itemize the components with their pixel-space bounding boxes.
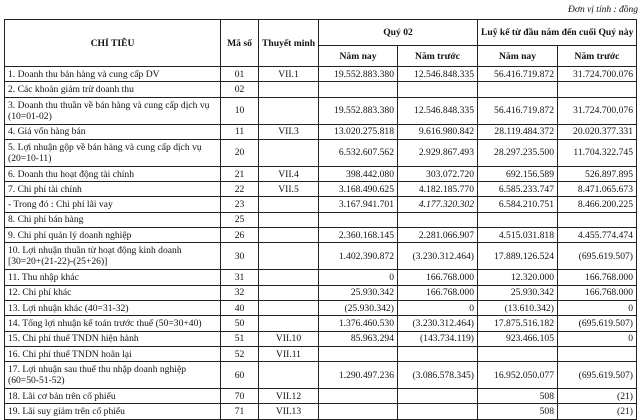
row-quarter-previous: 9.616.980.842: [398, 124, 478, 139]
table-row: [5, 243, 637, 270]
row-label: 15. Chi phí thuế TNDN hiện hành: [5, 331, 221, 346]
table-row: [5, 166, 637, 181]
row-note: [259, 212, 319, 227]
row-quarter-previous: (143.734.119): [398, 331, 478, 346]
table-row: [5, 362, 637, 389]
row-label: 17. Lợi nhuận sau thuế thu nhập doanh nghiệp (60=50-51-52): [5, 362, 221, 389]
header-lk-nam-truoc: Năm trước: [558, 46, 637, 67]
row-code: 10: [221, 97, 259, 124]
row-code: 30: [221, 243, 259, 270]
row-quarter-previous: [398, 82, 478, 97]
row-label: 2. Các khoản giảm trừ doanh thu: [5, 82, 221, 97]
header-lk-nam-nay: Năm nay: [478, 46, 558, 67]
row-accum-current: [478, 212, 558, 227]
row-code: 26: [221, 228, 259, 243]
row-accum-previous: (695.619.507): [558, 316, 637, 331]
row-accum-previous: [558, 212, 637, 227]
row-quarter-previous: 2.929.867.493: [398, 139, 478, 166]
table-row: [5, 212, 637, 227]
row-label: 12. Chi phí khác: [5, 285, 221, 300]
row-quarter-previous: (3.230.312.464): [398, 243, 478, 270]
row-accum-previous: (21): [558, 389, 637, 404]
row-quarter-current: 2.360.168.145: [319, 228, 398, 243]
row-code: 71: [221, 404, 259, 419]
row-accum-current: 17.889.126.524: [478, 243, 558, 270]
row-note: VII.4: [259, 166, 319, 181]
row-quarter-previous: [398, 389, 478, 404]
table-row: [5, 285, 637, 300]
row-note: VII.3: [259, 124, 319, 139]
row-quarter-current: 1.290.497.236: [319, 362, 398, 389]
row-code: 02: [221, 82, 259, 97]
row-code: 32: [221, 285, 259, 300]
row-label: 14. Tổng lợi nhuận kế toán trước thuế (50=30+40): [5, 316, 221, 331]
row-note: [259, 285, 319, 300]
row-accum-current: 508: [478, 389, 558, 404]
table-row: [5, 316, 637, 331]
row-quarter-current: 6.532.607.562: [319, 139, 398, 166]
row-code: 70: [221, 389, 259, 404]
row-accum-current: 12.320.000: [478, 270, 558, 285]
row-note: VII.5: [259, 182, 319, 197]
row-accum-previous: [558, 82, 637, 97]
row-quarter-current: 19.552.883.380: [319, 97, 398, 124]
row-label: 7. Chi phí tài chính: [5, 182, 221, 197]
row-quarter-current: 398.442.080: [319, 166, 398, 181]
row-note: [259, 228, 319, 243]
header-nam-nay: Năm nay: [319, 46, 398, 67]
row-code: 31: [221, 270, 259, 285]
row-accum-previous: (695.619.507): [558, 362, 637, 389]
row-quarter-previous: 166.768.000: [398, 270, 478, 285]
row-note: [259, 197, 319, 212]
table-row: [5, 389, 637, 404]
header-luy-ke: Luỹ kế từ đầu năm đến cuối Quý này: [478, 20, 637, 46]
unit-note: Đơn vị tính : đồng: [568, 5, 638, 15]
table-row: [5, 124, 637, 139]
table-row: [5, 82, 637, 97]
row-label: - Trong đó : Chi phí lãi vay: [5, 197, 221, 212]
row-label: 19. Lãi suy giảm trên cổ phiếu: [5, 404, 221, 419]
row-note: VII.13: [259, 404, 319, 419]
row-note: [259, 139, 319, 166]
row-label: 8. Chi phí bán hàng: [5, 212, 221, 227]
row-note: VII.11: [259, 346, 319, 361]
row-quarter-current: [319, 404, 398, 419]
row-quarter-current: 13.020.275.818: [319, 124, 398, 139]
table-row: [5, 228, 637, 243]
row-accum-current: [478, 346, 558, 361]
row-accum-previous: 0: [558, 300, 637, 315]
row-code: 50: [221, 316, 259, 331]
table-row: [5, 197, 637, 212]
row-code: 51: [221, 331, 259, 346]
row-note: [259, 300, 319, 315]
row-accum-previous: [558, 346, 637, 361]
row-quarter-current: (25.930.342): [319, 300, 398, 315]
row-quarter-current: 19.552.883.380: [319, 67, 398, 82]
row-note: [259, 362, 319, 389]
row-note: [259, 82, 319, 97]
row-quarter-previous: 2.281.066.907: [398, 228, 478, 243]
row-label: 18. Lãi cơ bản trên cổ phiếu: [5, 389, 221, 404]
row-quarter-current: [319, 389, 398, 404]
row-accum-current: [478, 82, 558, 97]
income-statement-table: [4, 19, 637, 420]
row-code: 21: [221, 166, 259, 181]
row-accum-previous: 526.897.895: [558, 166, 637, 181]
row-accum-current: 28.297.235.500: [478, 139, 558, 166]
row-quarter-current: 0: [319, 270, 398, 285]
row-quarter-current: 25.930.342: [319, 285, 398, 300]
row-quarter-previous: 4.177.320.302: [398, 197, 478, 212]
row-quarter-current: 3.167.941.701: [319, 197, 398, 212]
row-accum-current: 17.875.516.182: [478, 316, 558, 331]
row-note: VII.1: [259, 67, 319, 82]
row-accum-current: 56.416.719.872: [478, 67, 558, 82]
row-label: 13. Lợi nhuận khác (40=31-32): [5, 300, 221, 315]
row-quarter-previous: 166.768.000: [398, 285, 478, 300]
row-note: [259, 243, 319, 270]
row-quarter-previous: 12.546.848.335: [398, 67, 478, 82]
row-accum-current: 923.466.105: [478, 331, 558, 346]
table-row: [5, 346, 637, 361]
row-accum-current: 28.119.484.372: [478, 124, 558, 139]
row-code: 01: [221, 67, 259, 82]
row-note: VII.12: [259, 389, 319, 404]
row-quarter-current: [319, 82, 398, 97]
row-label: 5. Lợi nhuận gộp về bán hàng và cung cấp dịch vụ (20=10-11): [5, 139, 221, 166]
row-label: 16. Chi phí thuế TNDN hoãn lại: [5, 346, 221, 361]
table-row: [5, 300, 637, 315]
row-accum-previous: 20.020.377.331: [558, 124, 637, 139]
row-quarter-previous: 4.182.185.770: [398, 182, 478, 197]
row-accum-current: 4.515.031.818: [478, 228, 558, 243]
row-accum-previous: 166.768.000: [558, 270, 637, 285]
table-row: [5, 182, 637, 197]
header-quy: Quý 02: [319, 20, 478, 46]
row-note: [259, 316, 319, 331]
row-quarter-current: [319, 346, 398, 361]
table-row: [5, 67, 637, 82]
row-label: 11. Thu nhập khác: [5, 270, 221, 285]
row-quarter-previous: (3.230.312.464): [398, 316, 478, 331]
row-note: [259, 270, 319, 285]
row-accum-previous: 31.724.700.076: [558, 67, 637, 82]
row-accum-previous: (695.619.507): [558, 243, 637, 270]
row-quarter-previous: [398, 346, 478, 361]
row-accum-current: 508: [478, 404, 558, 419]
row-label: 10. Lợi nhuận thuần từ hoạt động kinh doanh [30=20+(21-22)-(25+26)]: [5, 243, 221, 270]
row-quarter-current: 3.168.490.625: [319, 182, 398, 197]
row-accum-previous: 4.455.774.474: [558, 228, 637, 243]
header-nam-truoc: Năm trước: [398, 46, 478, 67]
row-code: 11: [221, 124, 259, 139]
row-note: [259, 97, 319, 124]
header-ma-so: Mã số: [221, 20, 259, 67]
row-code: 23: [221, 197, 259, 212]
row-quarter-current: 1.402.390.872: [319, 243, 398, 270]
table-row: [5, 404, 637, 419]
table-row: [5, 270, 637, 285]
row-label: 1. Doanh thu bán hàng và cung cấp DV: [5, 67, 221, 82]
row-code: 40: [221, 300, 259, 315]
header-chi-tieu: CHỈ TIÊU: [5, 20, 221, 67]
row-accum-current: 16.952.050.077: [478, 362, 558, 389]
row-accum-current: 25.930.342: [478, 285, 558, 300]
row-accum-current: 6.584.210.751: [478, 197, 558, 212]
row-accum-previous: (21): [558, 404, 637, 419]
row-accum-previous: 11.704.322.745: [558, 139, 637, 166]
row-note: VII.10: [259, 331, 319, 346]
row-label: 6. Doanh thu hoạt động tài chính: [5, 166, 221, 181]
row-label: 3. Doanh thu thuần về bán hàng và cung cấp dịch vụ (10=01-02): [5, 97, 221, 124]
row-accum-current: 6.585.233.747: [478, 182, 558, 197]
row-quarter-previous: 303.072.720: [398, 166, 478, 181]
row-quarter-current: 85.963.294: [319, 331, 398, 346]
row-accum-previous: 8.466.200.225: [558, 197, 637, 212]
row-accum-current: 56.416.719.872: [478, 97, 558, 124]
row-code: 20: [221, 139, 259, 166]
row-quarter-previous: [398, 404, 478, 419]
row-code: 22: [221, 182, 259, 197]
row-quarter-current: [319, 212, 398, 227]
row-code: 52: [221, 346, 259, 361]
row-code: 60: [221, 362, 259, 389]
row-accum-previous: 8.471.065.673: [558, 182, 637, 197]
row-accum-current: (13.610.342): [478, 300, 558, 315]
row-quarter-previous: 12.546.848.335: [398, 97, 478, 124]
header-thuyet-minh: Thuyết minh: [259, 20, 319, 67]
row-accum-previous: 0: [558, 331, 637, 346]
row-quarter-previous: [398, 212, 478, 227]
table-row: [5, 97, 637, 124]
row-quarter-previous: 0: [398, 300, 478, 315]
row-quarter-previous: (3.086.578.345): [398, 362, 478, 389]
row-accum-current: 692.156.589: [478, 166, 558, 181]
row-code: 25: [221, 212, 259, 227]
table-row: [5, 139, 637, 166]
row-accum-previous: 166.768.000: [558, 285, 637, 300]
row-label: 9. Chi phí quản lý doanh nghiệp: [5, 228, 221, 243]
table-row: [5, 331, 637, 346]
row-accum-previous: 31.724.700.076: [558, 97, 637, 124]
row-label: 4. Giá vốn hàng bán: [5, 124, 221, 139]
row-quarter-current: 1.376.460.530: [319, 316, 398, 331]
